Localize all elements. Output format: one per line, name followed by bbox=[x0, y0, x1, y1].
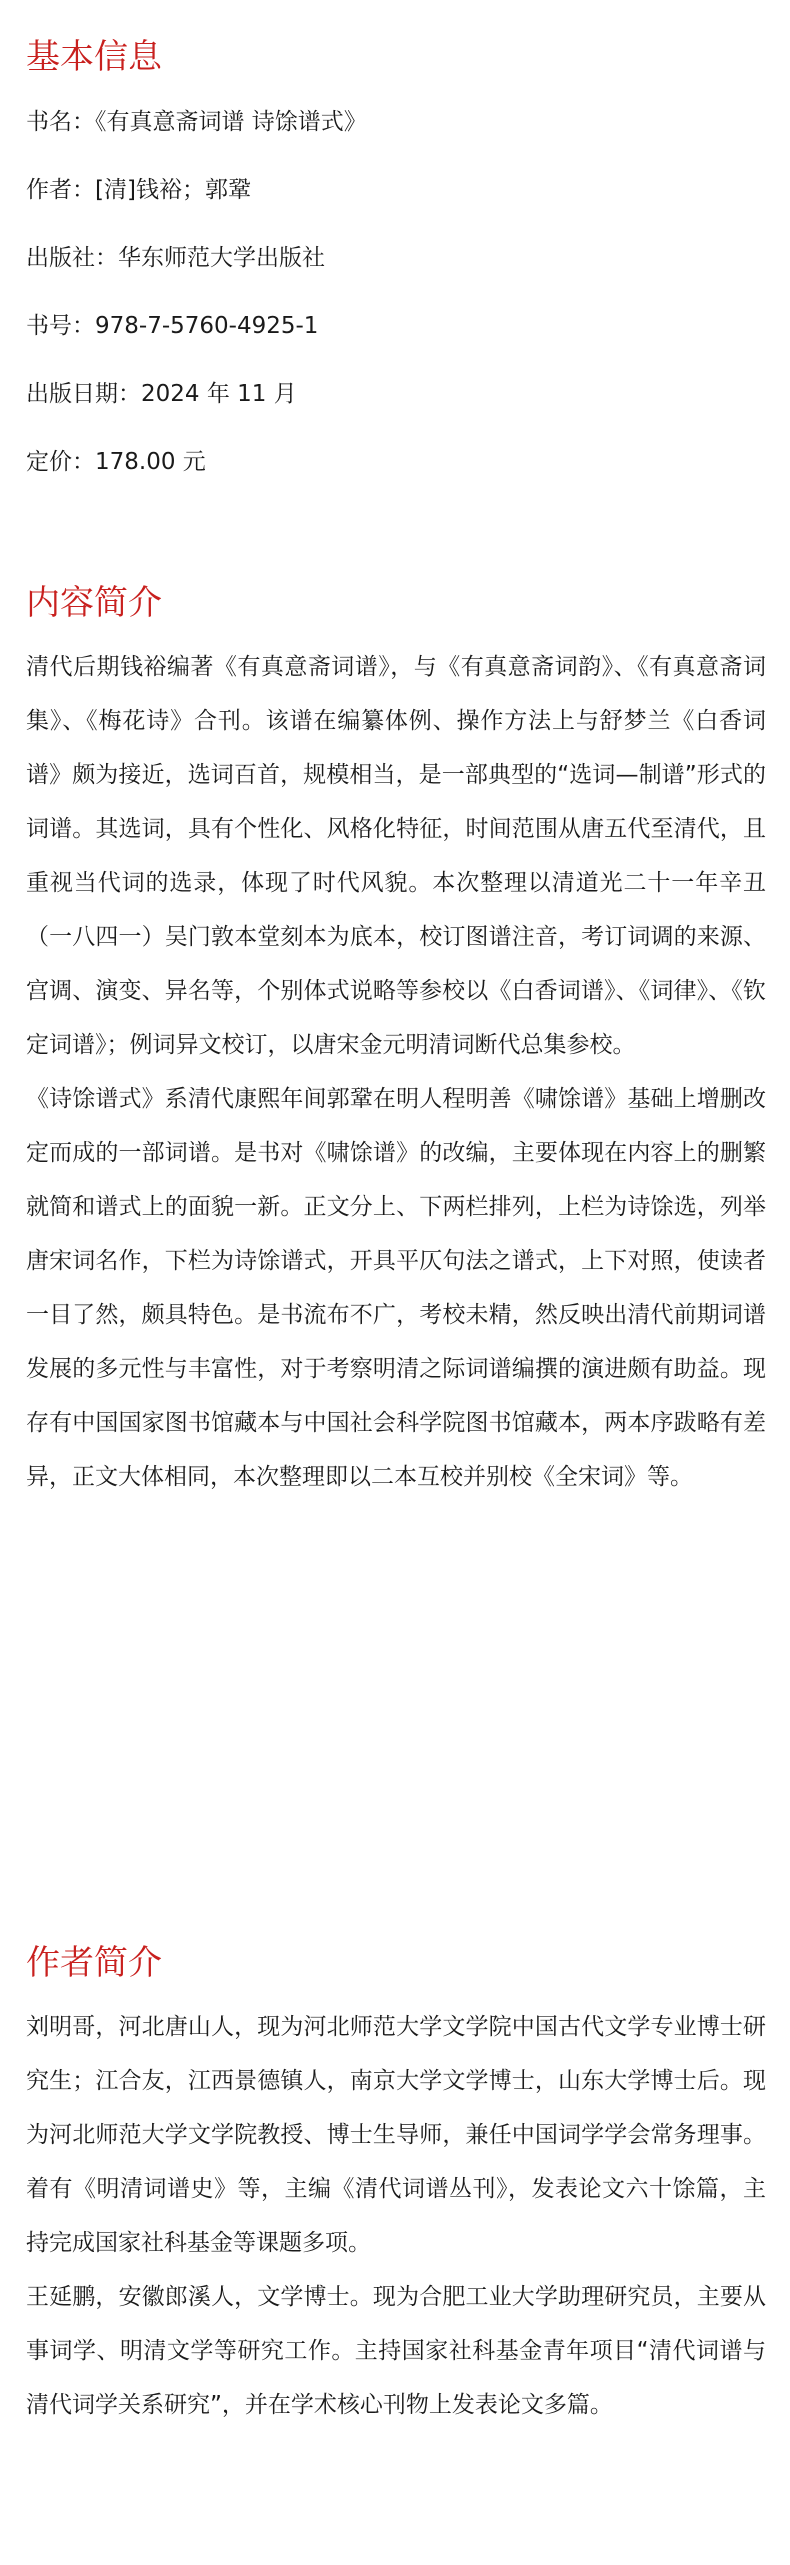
author-bio-paragraph: 刘明哥，河北唐山人，现为河北师范大学文学院中国古代文学专业博士研究生；江合友，江西景德镇人，南京大学文学博士，山东大学博士后。现为河北师范大学文学院教授、博士生导师，兼任中国词学学会常务理事。着有《明清词谱史》等，主编《清代词谱丛刊》，发表论文六十馀篇，主持完成国家社科基金等课题多项。 bbox=[26, 2014, 766, 2256]
basic-info-heading: 基本信息 bbox=[26, 37, 162, 77]
author-row: 作者：[清]钱裕；郭鞏 bbox=[26, 177, 251, 203]
authors-section bbox=[26, 1940, 766, 2432]
isbn-row: 书号：978-7-5760-4925-1 bbox=[26, 313, 319, 339]
basic-info-section bbox=[26, 34, 766, 514]
author-bio-paragraph: 王延鹏，安徽郎溪人，文学博士。现为合肥工业大学助理研究员，主要从事词学、明清文学等研究工作。主持国家社科基金青年项目“清代词谱与清代词学关系研究”，并在学术核心刊物上发表论文多篇。 bbox=[26, 2284, 766, 2418]
summary-paragraph: 《诗馀谱式》系清代康熙年间郭鞏在明人程明善《啸馀谱》基础上增删改定而成的一部词谱。是书对《啸馀谱》的改编，主要体现在内容上的删繁就简和谱式上的面貌一新。正文分上、下两栏排列，上栏为诗馀选，列举唐宋词名作，下栏为诗馀谱式，开具平仄句法之谱式，上下对照，使读者一目了然，颇具特色。是书流布不广，考校未精，然反映出清代前期词谱发展的多元性与丰富性，对于考察明清之际词谱编撰的演进颇有助益。现存有中国国家图书馆藏本与中国社会科学院图书馆藏本，两本序跋略有差异，正文大体相同，本次整理即以二本互校并别校《全宋词》等。 bbox=[26, 1086, 766, 1490]
summary-heading: 内容简介 bbox=[26, 583, 162, 623]
publisher-row: 出版社：华东师范大学出版社 bbox=[26, 245, 325, 271]
authors-heading: 作者简介 bbox=[26, 1943, 162, 1983]
price-row: 定价：178.00 元 bbox=[26, 449, 206, 475]
summary-section bbox=[26, 580, 766, 1504]
publish-date-row: 出版日期：2024 年 11 月 bbox=[26, 381, 297, 407]
summary-paragraph: 清代后期钱裕编著《有真意斋词谱》，与《有真意斋词韵》、《有真意斋词集》、《梅花诗》合刊。该谱在编纂体例、操作方法上与舒梦兰《白香词谱》颇为接近，选词百首，规模相当，是一部典型的“选词—制谱”形式的词谱。其选词，具有个性化、风格化特征，时间范围从唐五代至清代，且重视当代词的选录，体现了时代风貌。本次整理以清道光二十一年辛丑（一八四一）吴门敦本堂刻本为底本，校订图谱注音，考订词调的来源、宫调、演变、异名等，个别体式说略等参校以《白香词谱》、《词律》、《钦定词谱》；例词异文校订，以唐宋金元明清词断代总集参校。 bbox=[26, 654, 766, 1058]
book-title-row: 书名：《有真意斋词谱 诗馀谱式》 bbox=[26, 109, 367, 135]
